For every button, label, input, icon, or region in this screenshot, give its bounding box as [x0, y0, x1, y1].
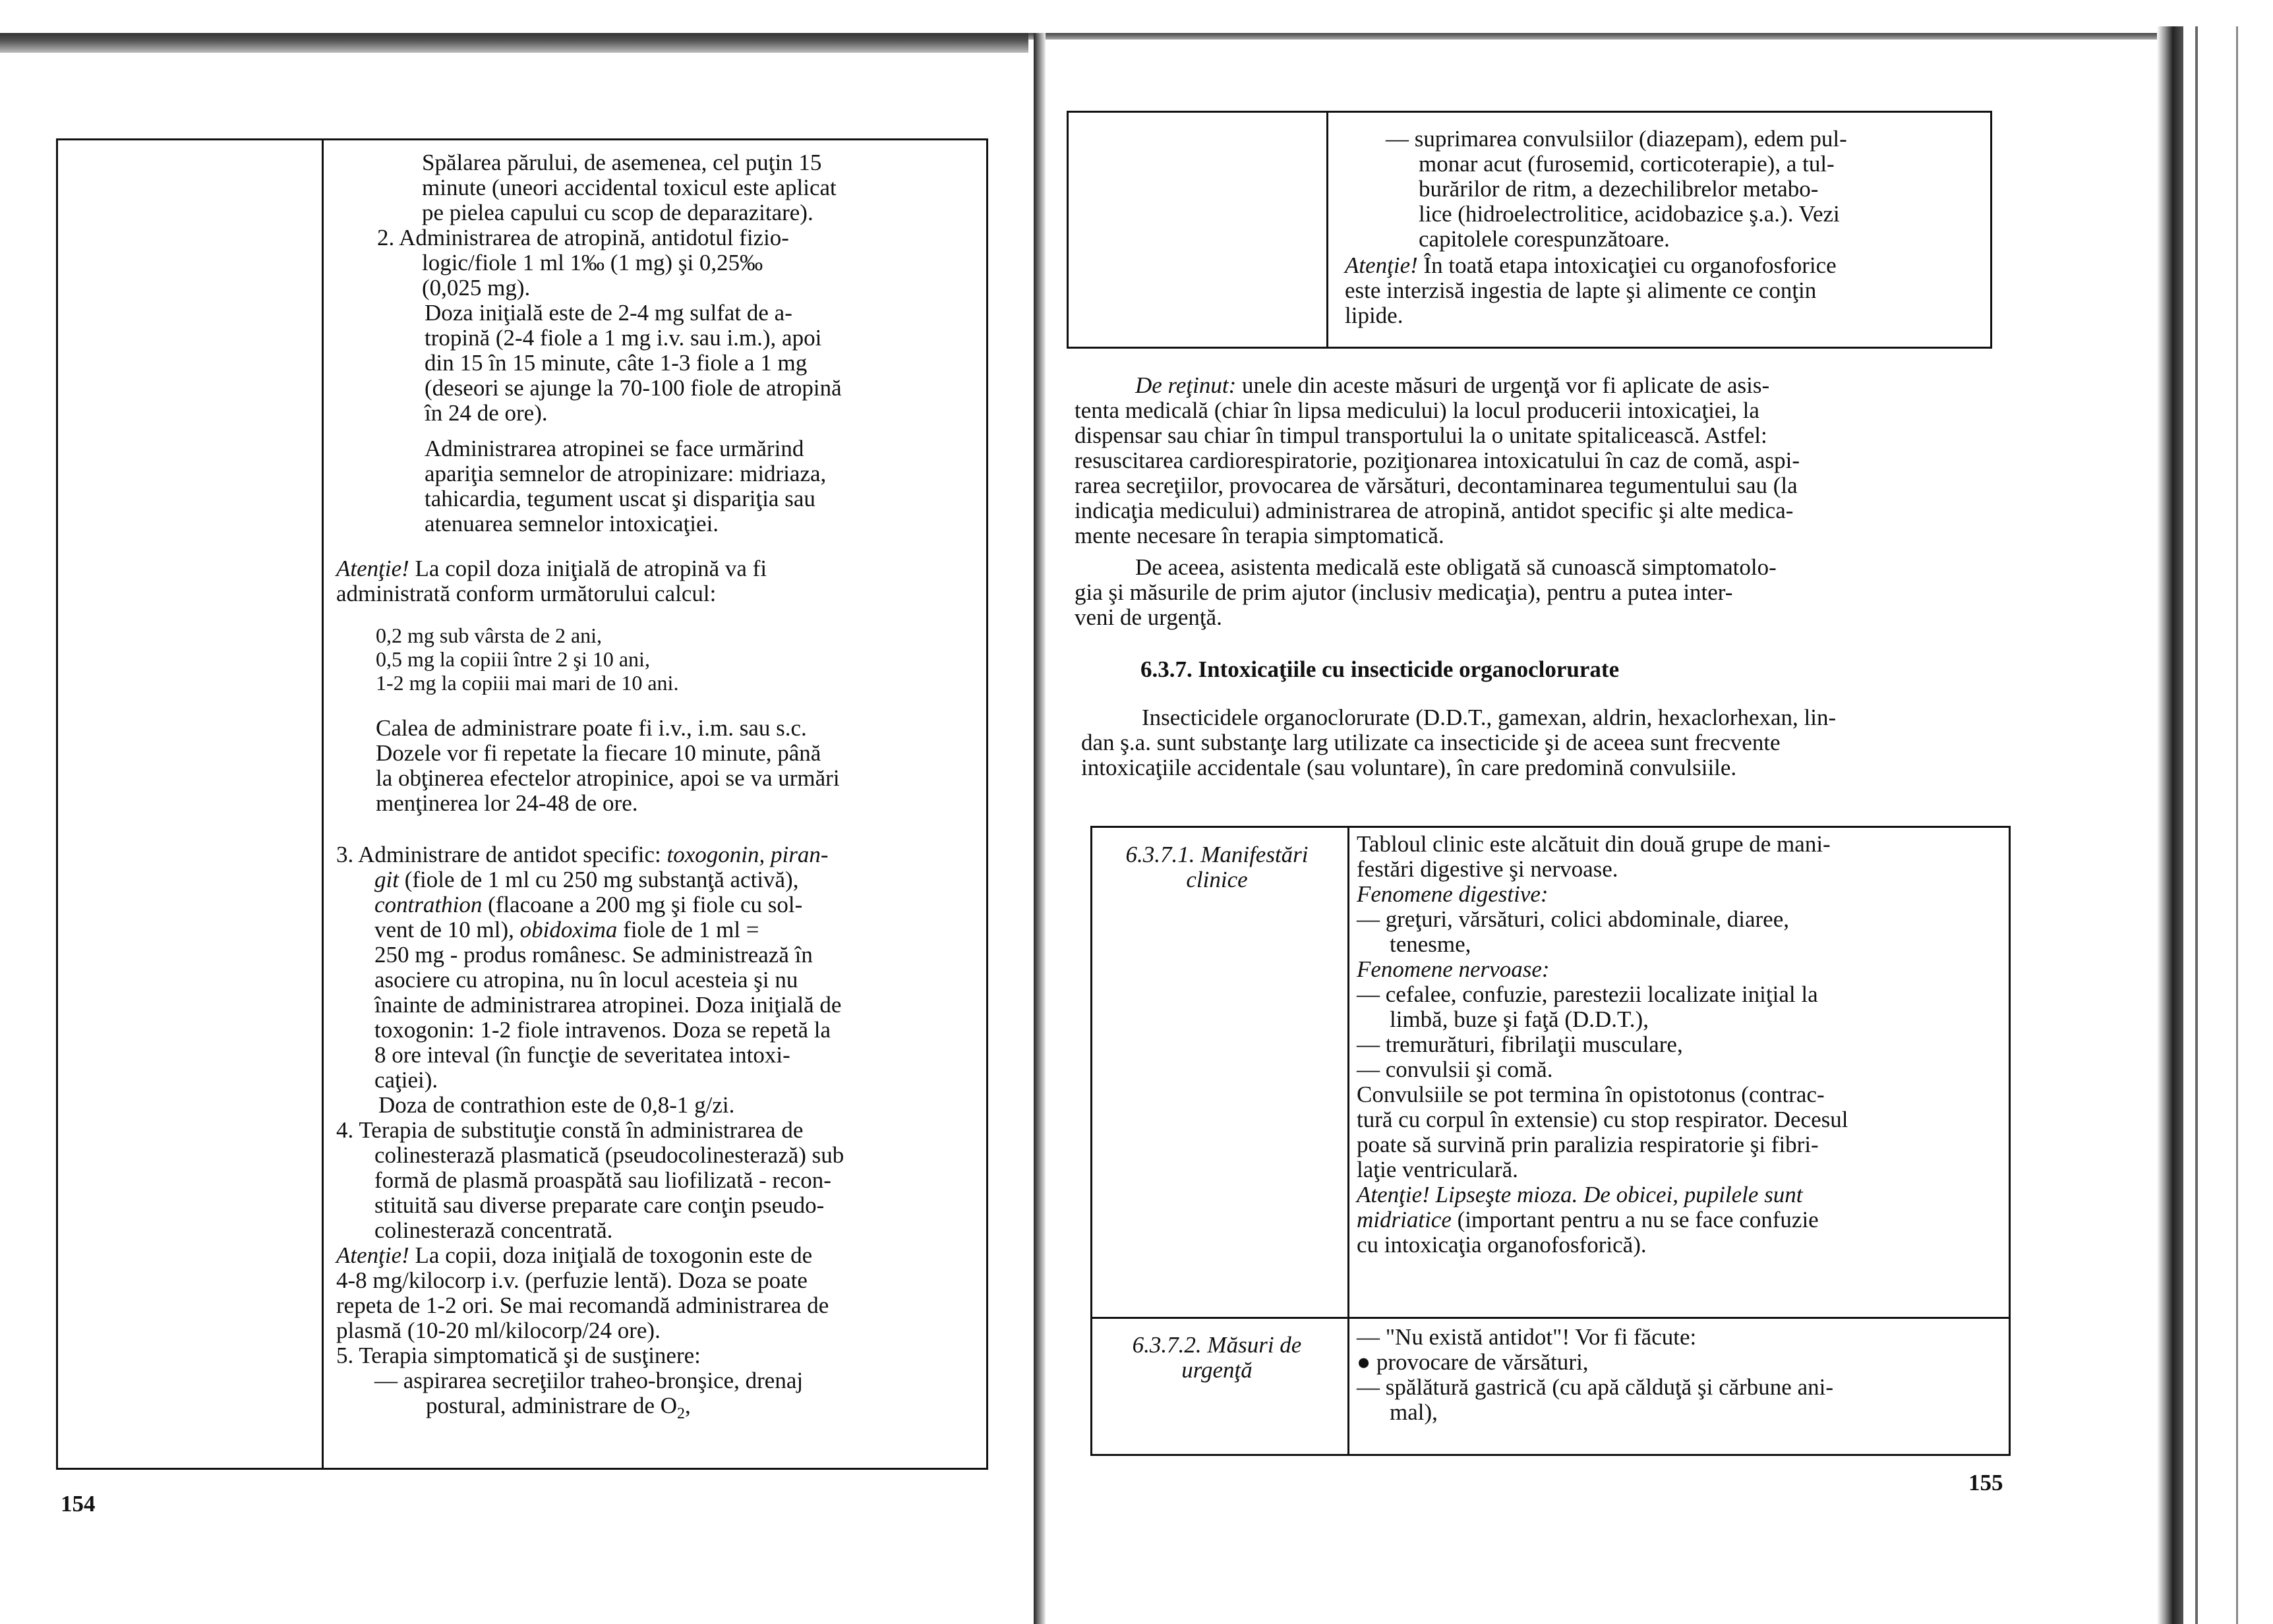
text-line: dispensar sau chiar în timpul transportului la o unitate spitalicească. Astfel:: [1075, 422, 1767, 448]
emergency-measures: [1357, 1325, 1833, 1425]
text-line: poate să survină prin paralizia respiratorie şi fibri-: [1357, 1132, 1819, 1157]
subheading: Fenomene nervoase:: [1357, 956, 1550, 982]
organophosphate-warning: [1345, 253, 1837, 328]
subheading: Fenomene digestive:: [1357, 881, 1549, 907]
text-fragment: ,: [685, 1393, 691, 1418]
text-line: Insecticidele organoclorurate (D.D.T., gamexan, aldrin, hexaclorhexan, lin-: [1142, 705, 1837, 730]
text-line: logic/fiole 1 ml 1‰ (1 mg) şi 0,25‰: [422, 250, 763, 276]
nurse-paragraph: [1075, 555, 1777, 630]
text-line: colinesterază concentrată.: [374, 1217, 613, 1243]
list-item: — greţuri, vărsături, colici abdominale, diaree,: [1357, 906, 1789, 932]
clinical-manifestations: [1357, 832, 1848, 1258]
text-fragment: (fiole de 1 ml cu 250 mg substanţă activă),: [398, 867, 799, 892]
child-doses-list: [376, 624, 678, 695]
page-edge-line: [2236, 26, 2238, 1624]
text-fragment: (flacoane a 200 mg şi fiole cu sol-: [482, 892, 803, 917]
text-line: monar acut (furosemid, corticoterapie), a tul-: [1419, 151, 1835, 177]
text-line: De aceea, asistenta medicală este obligată să cunoască simptomatolo-: [1135, 554, 1777, 580]
text-line: Convulsiile se pot termina în opistotonus (contrac-: [1357, 1082, 1825, 1107]
text-line: intoxicaţiile accidentale (sau voluntare), în care predomină convulsiile.: [1081, 755, 1737, 780]
text-fragment: midriatice: [1357, 1207, 1452, 1232]
text-line: La copii, doza iniţială de toxogonin este de: [415, 1242, 813, 1268]
text-line: (0,025 mg).: [422, 275, 531, 301]
text-fragment: git: [374, 867, 399, 892]
list-item: — tremurături, fibrilaţii musculare,: [1357, 1031, 1683, 1057]
text-line: clinice: [1186, 867, 1248, 892]
text-line: 4-8 mg/kilocorp i.v. (perfuzie lentă). Doza se poate: [336, 1267, 808, 1293]
text-line: menţinerea lor 24-48 de ore.: [376, 790, 638, 816]
text-line: Doza iniţială este de 2-4 mg sulfat de a-: [425, 300, 792, 326]
text-line: 250 mg - produs românesc. Se administrează în: [374, 942, 813, 968]
text-line: tropină (2-4 fiole a 1 mg i.v. sau i.m.), apoi: [425, 325, 822, 351]
page-top-shadow: [0, 33, 1028, 53]
text-line: tahicardia, tegument uscat şi dispariţia sau: [425, 486, 815, 511]
text-line: pe pielea capului cu scop de deparazitare).: [422, 200, 813, 225]
wash-paragraph: [422, 150, 837, 225]
text-line: unele din aceste măsuri de urgenţă vor fi aplicate de asis-: [1242, 372, 1770, 398]
note-label: De reţinut:: [1135, 372, 1237, 398]
text-fragment: postural, administrare de O: [426, 1393, 678, 1418]
text-line: Administrarea atropinei se face urmărind: [425, 436, 804, 461]
table-column-divider: [1347, 826, 1349, 1456]
symptomatic-continuation: [1386, 127, 1847, 252]
text-line: burărilor de ritm, a dezechilibrelor metabo-: [1419, 176, 1819, 202]
subscript: 2: [677, 1405, 686, 1422]
list-item: — convulsii şi comă.: [1357, 1057, 1553, 1082]
text-line: veni de urgenţă.: [1075, 604, 1222, 630]
page-number-right: 155: [1968, 1470, 2003, 1495]
text-line: Dozele vor fi repetate la fiecare 10 minute, până: [376, 740, 821, 766]
route-paragraph: [376, 716, 840, 816]
list-item: 1-2 mg la copiii mai mari de 10 ani.: [376, 671, 679, 695]
right-top-divider: [1326, 111, 1328, 349]
text-line: rarea secreţiilor, provocarea de vărsături, decontaminarea tegumentului sau (la: [1075, 473, 1798, 498]
list-item: — spălătură gastrică (cu apă călduţă şi cărbune ani-: [1357, 1374, 1833, 1400]
text-fragment: 3. Administrare de antidot specific:: [336, 842, 667, 867]
text-line: Tabloul clinic este alcătuit din două grupe de mani-: [1357, 831, 1831, 857]
text-line: 2. Administrarea de atropină, antidotul fizio-: [377, 225, 789, 250]
text-line: resuscitarea cardiorespiratorie, poziţionarea intoxicatului în caz de comă, aspi-: [1075, 448, 1800, 473]
list-item: 0,2 mg sub vârsta de 2 ani,: [376, 624, 603, 647]
text-line: formă de plasmă proaspătă sau liofilizată - recon-: [374, 1167, 831, 1193]
item-3: [336, 842, 841, 1118]
text-line: Doza de contrathion este de 0,8-1 g/zi.: [378, 1092, 735, 1118]
text-fragment: vent de 10 ml),: [374, 917, 520, 942]
warning-label: Atenţie!: [336, 1242, 409, 1268]
text-line: minute (uneori accidental toxicul este aplicat: [422, 175, 837, 200]
text-line: plasmă (10-20 ml/kilocorp/24 ore).: [336, 1318, 661, 1343]
text-line: — aspirarea secreţiilor traheo-bronşice, drenaj: [374, 1368, 804, 1393]
text-line: tenta medicală (chiar în lipsa medicului) la locul producerii intoxicaţiei, la: [1075, 397, 1759, 423]
text-line: lipide.: [1345, 303, 1403, 328]
text-line: festări digestive şi nervoase.: [1357, 856, 1618, 882]
text-line: din 15 în 15 minute, câte 1-3 fiole a 1 mg: [425, 350, 808, 376]
text-line: administrată conform următorului calcul:: [336, 581, 717, 606]
list-item: ● provocare de vărsături,: [1357, 1349, 1589, 1375]
warning-label: Atenţie!: [1345, 252, 1418, 278]
text-fragment: contrathion: [374, 892, 483, 917]
text-line: stituită sau diverse preparate care conţin pseudo-: [374, 1192, 825, 1218]
text-line: 4. Terapia de substituţie constă în administrarea de: [336, 1117, 804, 1143]
page-number-left: 154: [61, 1491, 96, 1517]
text-line: capitolele corespunzătoare.: [1419, 226, 1670, 252]
text-line: (deseori se ajunge la 70-100 fiole de atropină: [425, 375, 842, 401]
page-top-shadow-right: [1028, 33, 2162, 40]
left-table-divider: [322, 138, 324, 1468]
text-fragment: fiole de 1 ml =: [617, 917, 759, 942]
retinut-paragraph: [1075, 373, 1800, 548]
row-label-clinical: [1098, 842, 1336, 892]
list-item: — cefalee, confuzie, parestezii localizate iniţial la: [1357, 981, 1818, 1007]
text-fragment: obidoxima: [519, 917, 618, 942]
section-heading: 6.3.7. Intoxicaţiile cu insecticide organoclorurate: [1140, 656, 1620, 682]
book-gutter: [1034, 33, 1046, 1624]
initial-dose: [425, 301, 842, 426]
text-line: La copil doza iniţială de atropină va fi: [415, 556, 767, 581]
text-line: laţie ventriculară.: [1357, 1157, 1518, 1182]
text-fragment: (important pentru a nu se face confuzie: [1451, 1207, 1819, 1232]
warning-label: Atenţie!: [336, 556, 409, 581]
list-item: 0,5 mg la copiii între 2 şi 10 ani,: [376, 647, 650, 671]
text-line: dan ş.a. sunt substanţe larg utilizate ca insecticide şi de aceea sunt frecvente: [1081, 730, 1781, 755]
item-4: [336, 1118, 844, 1243]
text-line: — suprimarea convulsiilor (diazepam), edem pul-: [1386, 126, 1847, 152]
list-item: — "Nu există antidot"! Vor fi făcute:: [1357, 1324, 1697, 1350]
child-toxogonin-warning: [336, 1243, 829, 1343]
table-row-divider: [1090, 1317, 2011, 1319]
text-line: 6.3.7.1. Manifestări: [1125, 842, 1309, 867]
text-line: 8 ore inteval (în funcţie de severitatea intoxi-: [374, 1042, 790, 1068]
text-line: cu intoxicaţia organofosforică).: [1357, 1232, 1647, 1258]
list-item: limbă, buze şi faţă (D.D.T.),: [1390, 1006, 1649, 1032]
page-edge-line: [2195, 26, 2198, 1624]
text-fragment: toxogonin, piran-: [666, 842, 829, 867]
text-line: asociere cu atropina, nu în locul acesteia şi nu: [374, 967, 798, 993]
list-item: tenesme,: [1390, 931, 1471, 957]
page-right-edge: [2157, 26, 2183, 1624]
text-line: lice (hidroelectrolitice, acidobazice ş.a.). Vezi: [1419, 201, 1840, 227]
text-line: Spălarea părului, de asemenea, cel puţin 15: [422, 150, 822, 175]
text-line: în 24 de ore).: [425, 400, 548, 426]
text-line: tură cu corpul în extensie) cu stop respirator. Decesul: [1357, 1107, 1848, 1132]
text-line: urgenţă: [1181, 1357, 1253, 1383]
text-line: repeta de 1-2 ori. Se mai recomandă administrarea de: [336, 1292, 829, 1318]
text-line: la obţinerea efectelor atropinice, apoi se va urmări: [376, 765, 840, 791]
text-line: Calea de administrare poate fi i.v., i.m. sau s.c.: [376, 715, 807, 741]
intro-paragraph: [1081, 705, 1836, 780]
text-line: caţiei).: [374, 1067, 438, 1093]
item-2: [377, 225, 789, 301]
text-line: apariţia semnelor de atropinizare: midriaza,: [425, 461, 827, 486]
text-line: indicaţia medicului) administrarea de atropină, antidot specific şi alte medica-: [1075, 498, 1794, 523]
text-line: gia şi măsurile de prim ajutor (inclusiv medicaţia), pentru a putea inter-: [1075, 579, 1733, 605]
text-line: colinesterază plasmatică (pseudocolinesterază) sub: [374, 1142, 844, 1168]
warning-line: Atenţie! Lipseşte mioza. De obicei, pupilele sunt: [1357, 1182, 1803, 1207]
text-line: În toată etapa intoxicaţiei cu organofosforice: [1423, 252, 1837, 278]
row-label-emergency: [1098, 1333, 1336, 1383]
text-line: este interzisă ingestia de lapte şi alimente ce conţin: [1345, 277, 1817, 303]
atropine-admin: [425, 436, 826, 536]
child-atropine-warning: [336, 556, 767, 606]
text-line: mente necesare în terapia simptomatică.: [1075, 523, 1444, 548]
text-line: 6.3.7.2. Măsuri de: [1132, 1332, 1302, 1358]
text-line: 5. Terapia simptomatică şi de susţinere:: [336, 1343, 701, 1368]
text-line: toxogonin: 1-2 fiole intravenos. Doza se repetă la: [374, 1017, 831, 1043]
text-line: înainte de administrarea atropinei. Doza iniţială de: [374, 992, 842, 1018]
list-item: mal),: [1390, 1399, 1438, 1425]
item-5: [336, 1343, 803, 1426]
text-line: atenuarea semnelor intoxicaţiei.: [425, 511, 719, 536]
